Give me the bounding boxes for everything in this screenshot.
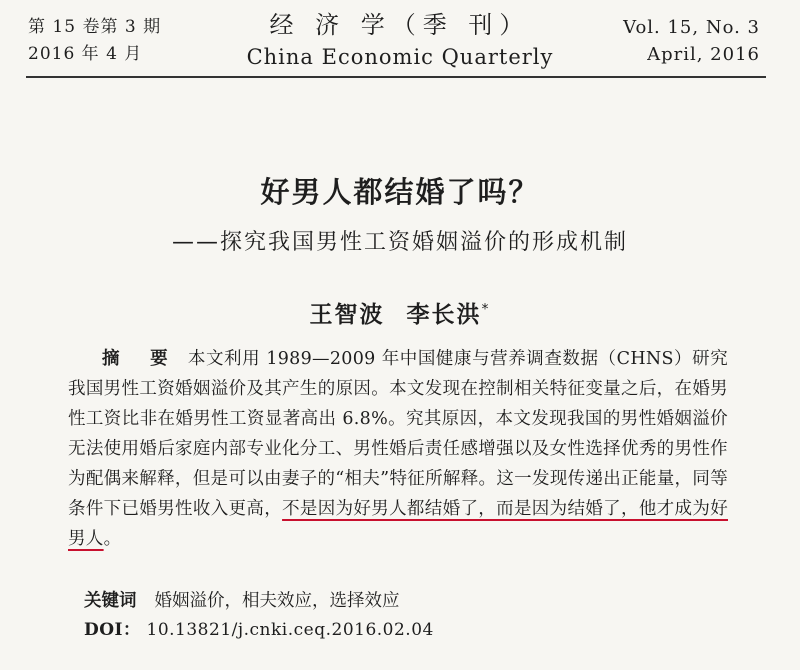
- keywords-value: 婚姻溢价，相夫效应，选择效应: [154, 591, 400, 611]
- header-divider: [26, 76, 766, 78]
- keywords: [84, 588, 400, 614]
- author-list: [0, 296, 800, 329]
- volume-issue-en: Vol. 15, No. 3: [623, 17, 760, 38]
- abstract-label: 摘 要: [102, 349, 180, 369]
- abstract: [68, 344, 728, 554]
- date-en: April, 2016: [647, 44, 760, 65]
- author-second: 李长洪: [406, 302, 482, 328]
- journal-issue-info-en: [623, 14, 760, 68]
- volume-issue-cn: 第 15 卷第 3 期: [28, 17, 162, 37]
- abstract-highlighted-sentence: 不是因为好男人都结婚了，而是因为结婚了，他才成为好男人: [68, 499, 728, 549]
- abstract-end: 。: [103, 529, 122, 549]
- doi-label: DOI：: [84, 620, 141, 640]
- keywords-label: 关键词: [84, 591, 137, 611]
- author-footnote-mark: *: [481, 301, 491, 318]
- abstract-body: 本文利用 1989—2009 年中国健康与营养调查数据（CHNS）研究我国男性工资婚姻溢价及其产生的原因。本文发现在控制相关特征变量之后，在婚男性工资比非在婚男性工资显著高出 6.8%。究其原因，本文发现我国的男性婚姻溢价无法使用婚后家庭内部专业化分工、男性婚后责任感增强以及女性选择优秀的男性作为配偶来解释，但是可以由妻子的“相夫”特征所解释。这一发现传递出正能量，同等条件下已婚男性收入更高，: [68, 349, 728, 519]
- journal-name-cn: 经 济 学（季 刊）: [269, 11, 531, 39]
- author-first: 王智波: [309, 302, 385, 328]
- paper-subtitle: ——探究我国男性工资婚姻溢价的形成机制: [171, 230, 628, 255]
- paper-title: 好男人都结婚了吗？: [260, 175, 540, 209]
- journal-name-en: China Economic Quarterly: [246, 45, 554, 69]
- doi: [84, 617, 434, 643]
- date-cn: 2016 年 4 月: [28, 44, 143, 64]
- doi-value: 10.13821/j.cnki.ceq.2016.02.04: [146, 620, 434, 640]
